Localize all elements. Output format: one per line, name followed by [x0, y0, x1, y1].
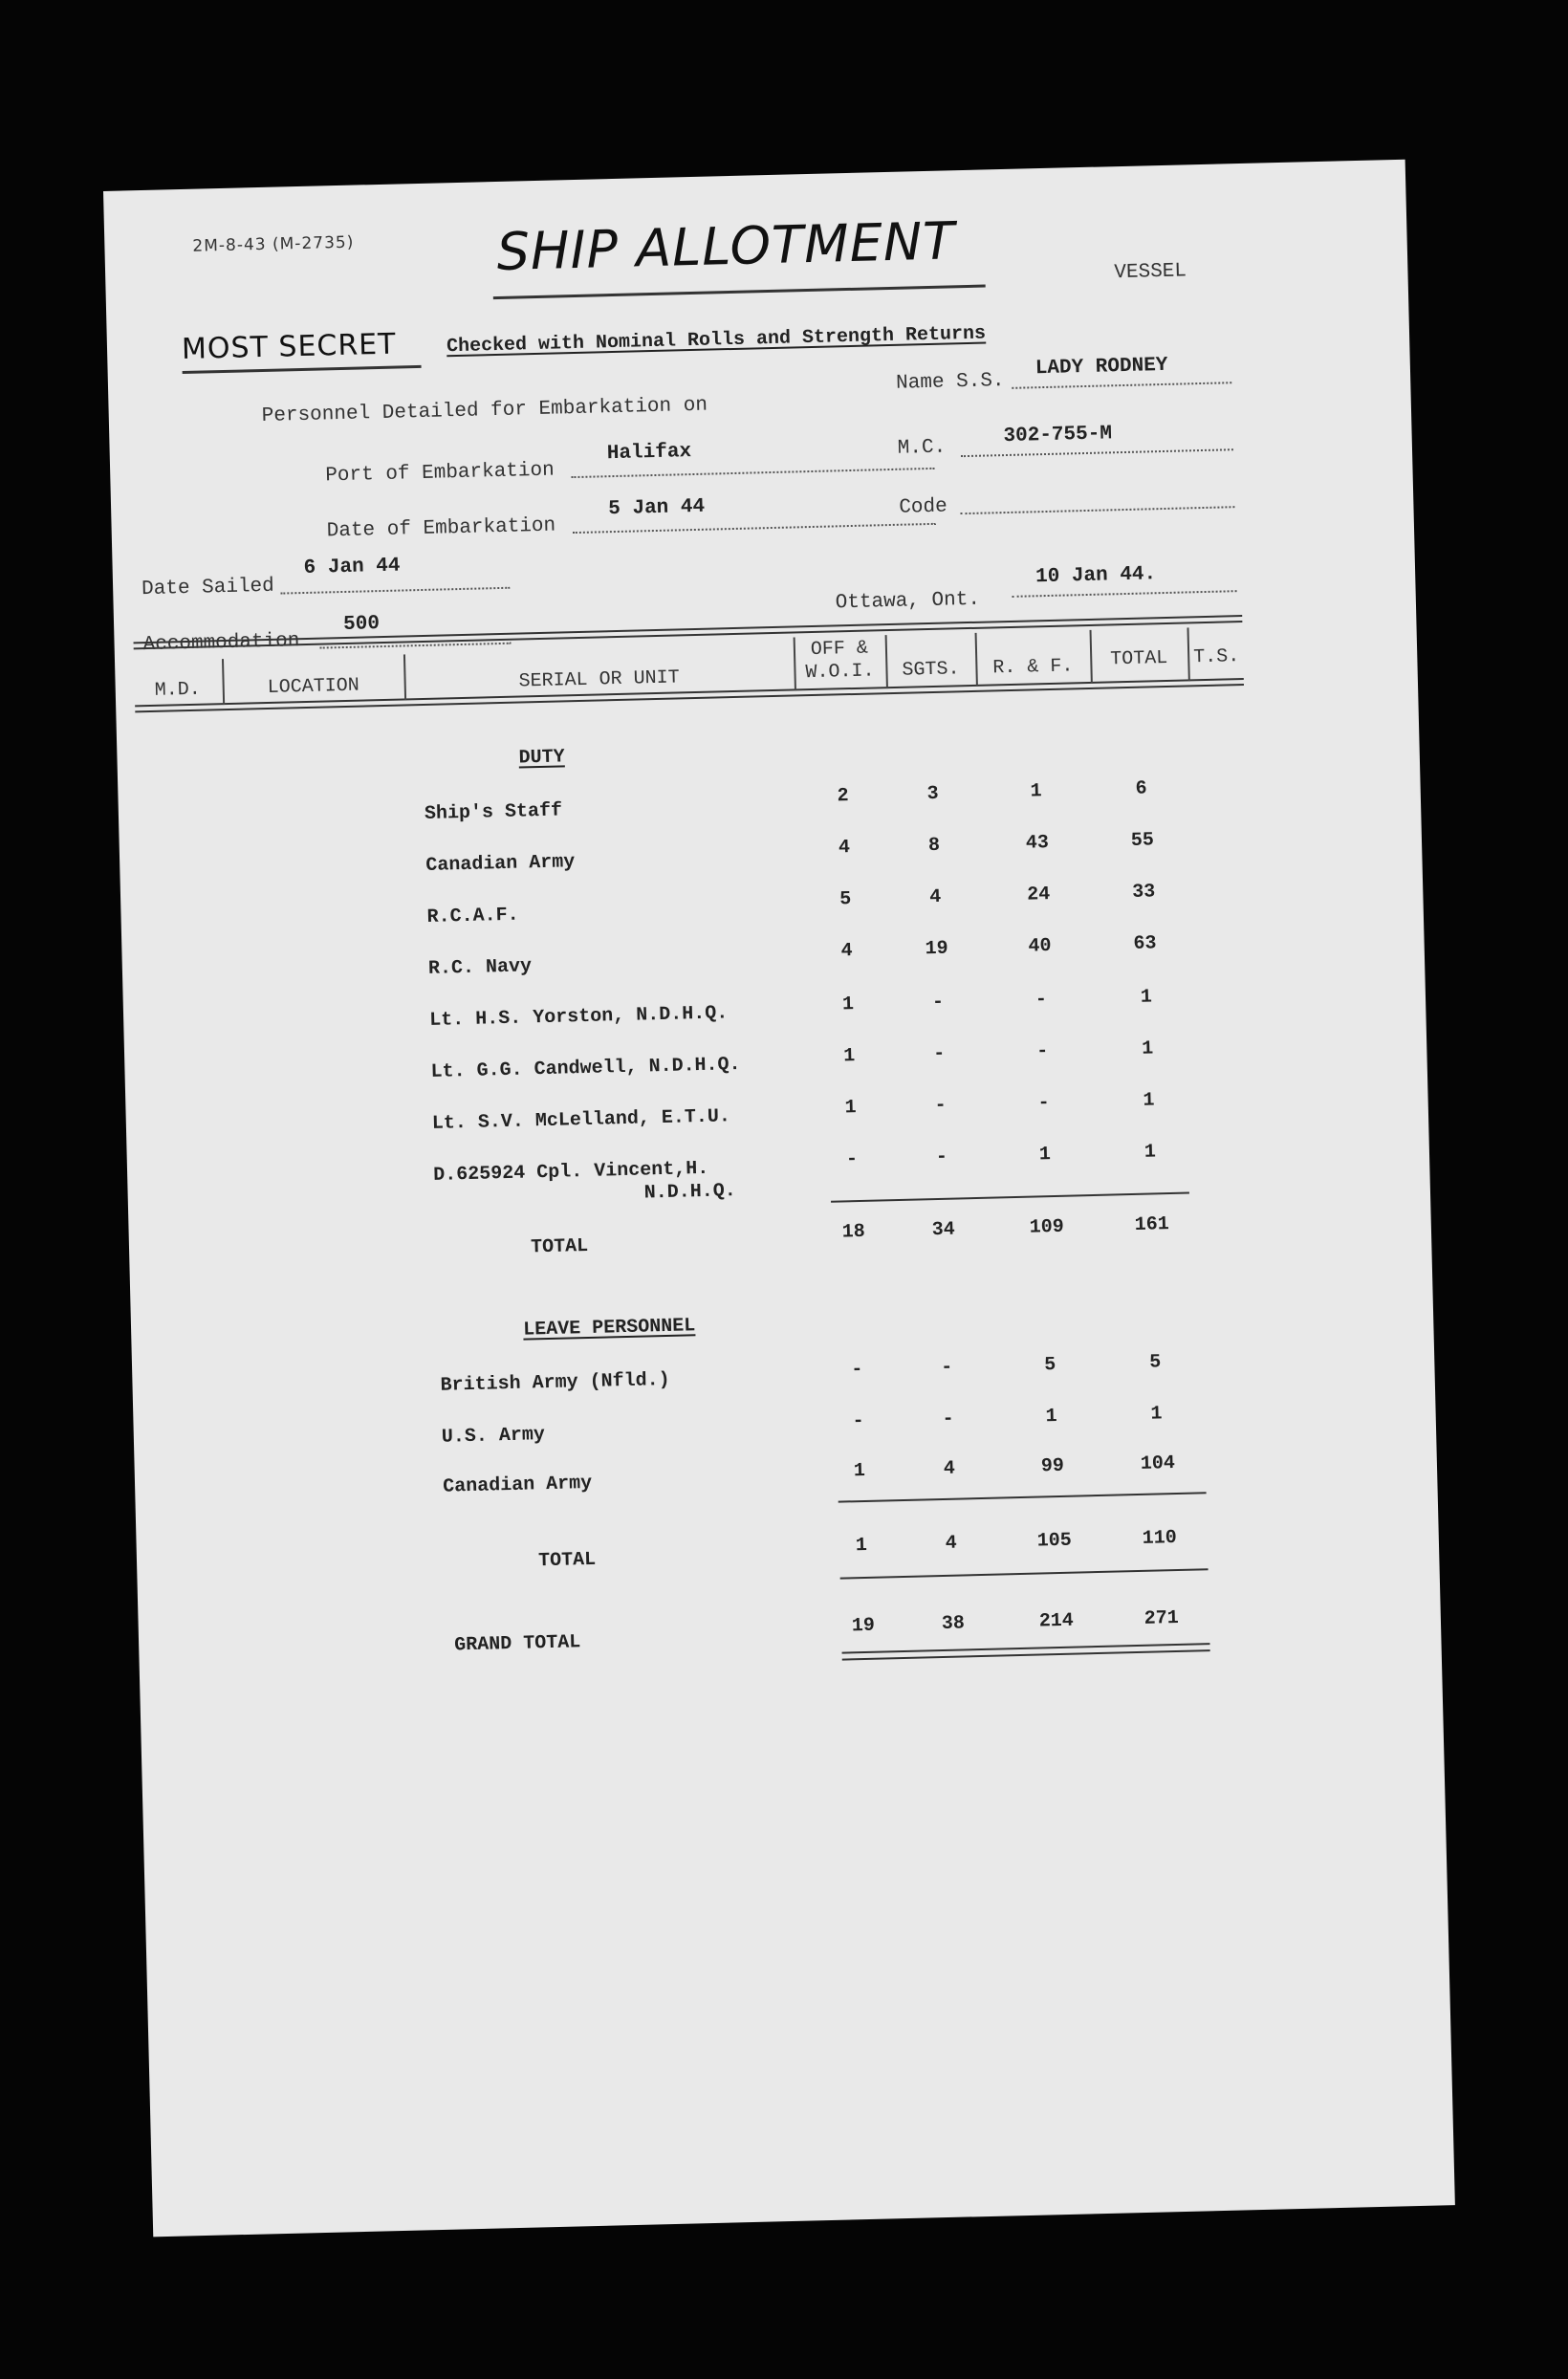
leave-row-unit: Canadian Army	[442, 1472, 593, 1498]
duty-row-rf: -	[1035, 1040, 1049, 1063]
duty-row-total: 1	[1141, 1037, 1154, 1060]
duty-row-sgts: 19	[925, 937, 948, 961]
duty-total-rf: 109	[1029, 1215, 1065, 1239]
duty-row-off: 1	[844, 1097, 857, 1120]
duty-row-total: 55	[1130, 829, 1155, 852]
place-date: 10 Jan 44.	[1034, 563, 1157, 589]
duty-row-rf: 40	[1028, 935, 1052, 958]
duty-row-unit: Canadian Army	[425, 851, 576, 877]
duty-row-off: 1	[843, 1045, 856, 1068]
duty-row-sgts: -	[933, 1042, 946, 1066]
leave-total-total: 110	[1142, 1526, 1178, 1550]
duty-row-rf: -	[1037, 1092, 1050, 1115]
duty-row-total: 1	[1140, 986, 1153, 1009]
col-header-total: TOTAL	[1109, 646, 1168, 671]
col-header-md: M.D.	[154, 678, 202, 702]
duty-row-unit: R.C.A.F.	[426, 904, 519, 928]
duty-row-off: 1	[841, 993, 855, 1016]
duty-row-total: 1	[1143, 1089, 1155, 1112]
date-embarkation-dots	[573, 523, 936, 534]
duty-row-sgts: 4	[929, 885, 942, 909]
duty-row-off: 5	[839, 888, 852, 911]
leave-row-unit: British Army (Nfld.)	[440, 1368, 670, 1397]
duty-row-total: 6	[1135, 777, 1147, 800]
col-header-rf: R. & F.	[992, 655, 1074, 680]
checked-note: Checked with Nominal Rolls and Strength Returns	[446, 322, 987, 359]
port-value: Halifax	[606, 441, 692, 466]
vessel-name-dots	[1012, 382, 1231, 389]
leave-row-rf: 5	[1043, 1354, 1056, 1377]
grand-total-sgts: 38	[941, 1612, 966, 1636]
date-sailed-dots	[280, 587, 510, 595]
port-dots	[571, 468, 934, 478]
document-page	[103, 160, 1455, 2237]
col-header-sgts: SGTS.	[902, 658, 960, 682]
leave-row-sgts: -	[941, 1356, 953, 1379]
date-sailed-value: 6 Jan 44	[303, 555, 401, 579]
duty-row-rf: 43	[1025, 832, 1050, 855]
col-header-serial: SERIAL OR UNIT	[518, 666, 680, 693]
duty-total-off: 18	[841, 1220, 866, 1244]
table-rule-top-1	[134, 615, 1243, 644]
col-header-ts: T.S.	[1192, 645, 1240, 669]
grand-total-rule	[840, 1568, 1209, 1579]
leave-row-off: -	[851, 1358, 863, 1382]
duty-total-sgts: 34	[931, 1218, 956, 1242]
duty-row-rf: 1	[1030, 780, 1042, 803]
place-label: Ottawa, Ont.	[835, 588, 981, 615]
col-header-location: LOCATION	[267, 674, 359, 699]
leave-row-sgts: -	[942, 1408, 954, 1430]
leave-row-total: 104	[1140, 1452, 1176, 1475]
duty-row-sgts: 3	[926, 782, 939, 806]
date-embarkation-label: Date of Embarkation	[326, 514, 556, 543]
duty-total-label: TOTAL	[530, 1234, 589, 1259]
accommodation-value: 500	[342, 613, 381, 636]
duty-row-rf: 1	[1038, 1144, 1052, 1167]
duty-total-rule	[831, 1192, 1189, 1203]
duty-row-rf: -	[1034, 989, 1048, 1012]
duty-row-unit: Ship's Staff	[424, 799, 563, 825]
leave-total-sgts: 4	[945, 1532, 958, 1555]
code-dots	[960, 506, 1234, 514]
duty-row-unit: Lt. S.V. McLelland, E.T.U.	[431, 1105, 731, 1135]
leave-row-unit: U.S. Army	[441, 1424, 546, 1449]
mc-value: 302-755-M	[1003, 423, 1113, 448]
accommodation-label: Accommodation	[142, 630, 300, 657]
duty-row-sgts: -	[931, 991, 945, 1015]
duty-row-sgts: 8	[927, 834, 941, 858]
duty-row-unit: Lt. G.G. Candwell, N.D.H.Q.	[430, 1053, 741, 1083]
duty-row-total: 33	[1131, 881, 1156, 904]
date-embarkation-value: 5 Jan 44	[608, 495, 706, 521]
code-label: Code	[899, 495, 948, 519]
leave-row-rf: 1	[1045, 1406, 1057, 1429]
duty-row-total: 63	[1133, 932, 1157, 955]
vessel-name-label: Name S.S.	[895, 370, 1005, 395]
duty-row-unit: Lt. H.S. Yorston, N.D.H.Q.	[429, 1002, 729, 1032]
grand-total-label: GRAND TOTAL	[453, 1631, 581, 1657]
vessel-name-value: LADY RODNEY	[1034, 354, 1168, 381]
leave-row-total: 1	[1150, 1403, 1163, 1426]
leave-row-off: -	[852, 1409, 864, 1433]
date-sailed-label: Date Sailed	[141, 575, 275, 601]
title-underline	[493, 284, 986, 299]
mc-dots	[961, 448, 1233, 457]
page-title: SHIP ALLOTMENT	[495, 210, 956, 282]
form-number: 2M-8-43 (M-2735)	[192, 232, 355, 256]
leave-total-off: 1	[855, 1534, 868, 1558]
duty-row-sgts: -	[935, 1146, 948, 1169]
duty-row-off: 4	[838, 837, 851, 860]
duty-row-total: 1	[1143, 1141, 1157, 1164]
classification-underline	[183, 365, 422, 374]
grand-total-total: 271	[1143, 1606, 1180, 1630]
section-heading-duty: DUTY	[518, 746, 565, 770]
leave-total-label: TOTAL	[537, 1548, 597, 1573]
leave-row-total: 5	[1148, 1351, 1162, 1374]
personnel-detailed-label: Personnel Detailed for Embarkation on	[261, 394, 708, 428]
duty-row-unit: D.625924 Cpl. Vincent,H.	[432, 1157, 709, 1187]
col-header-off-line1: OFF &	[810, 637, 869, 662]
duty-row-off: -	[845, 1148, 859, 1171]
duty-row-unit: R.C. Navy	[427, 955, 533, 980]
duty-row-rf: 24	[1026, 884, 1051, 906]
duty-row-off: 2	[837, 785, 849, 808]
leave-row-sgts: 4	[943, 1457, 956, 1480]
leave-row-rf: 99	[1040, 1454, 1065, 1478]
table-rule-top-2	[134, 621, 1243, 649]
duty-row-sgts: -	[934, 1094, 947, 1118]
duty-total-total: 161	[1134, 1213, 1170, 1236]
duty-row-off: 4	[840, 940, 853, 963]
place-date-dots	[1013, 590, 1237, 598]
section-heading-leave: LEAVE PERSONNEL	[522, 1315, 696, 1342]
col-header-off-line2: W.O.I.	[805, 660, 875, 685]
leave-total-rf: 105	[1036, 1529, 1073, 1553]
grand-total-rf: 214	[1038, 1609, 1075, 1633]
port-label: Port of Embarkation	[325, 459, 555, 488]
duty-row-unit-line2: N.D.H.Q.	[643, 1180, 737, 1205]
classification-stamp: MOST SECRET	[181, 327, 397, 367]
leave-row-off: 1	[853, 1459, 866, 1483]
mc-label: M.C.	[897, 436, 947, 460]
grand-total-off: 19	[851, 1614, 876, 1638]
leave-total-rule	[838, 1492, 1207, 1502]
vessel-label: VESSEL	[1114, 260, 1187, 285]
